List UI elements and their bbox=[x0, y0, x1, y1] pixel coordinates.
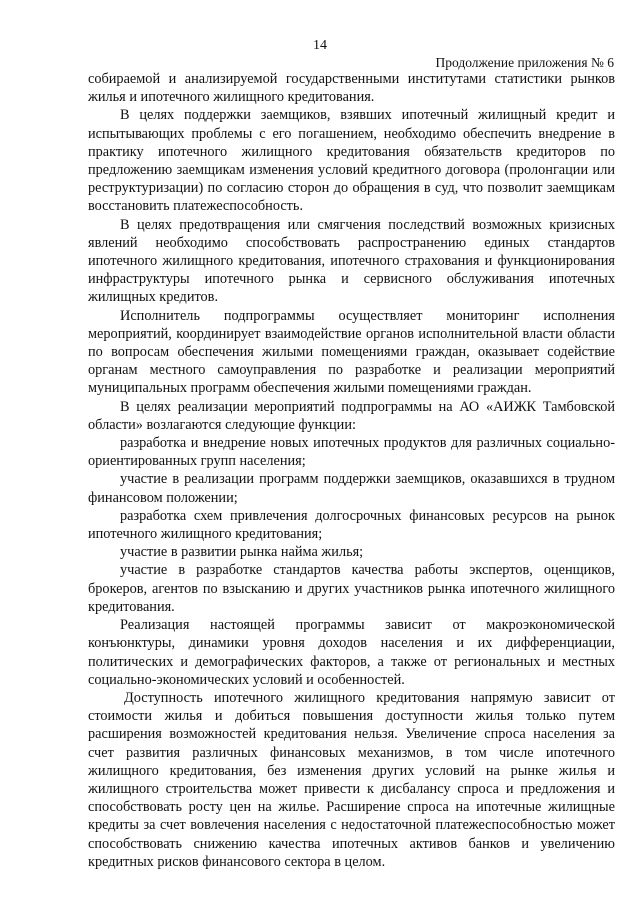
paragraph: В целях предотвращения или смягчения последствий возможных кризисных явлений необходимо способствовать распространению единых стандартов ипотечного жилищного кредитования, ипотечного страхования и функционирования инфраструктуры ипотечного рынка и сервисного обслуживания ипотечных жилищных кредитов. bbox=[88, 216, 615, 306]
paragraph: В целях поддержки заемщиков, взявших ипотечный жилищный кредит и испытывающих проблемы с его погашением, необходимо обеспечить внедрение в практику ипотечного жилищного кредитования обязательств кредиторов по предложению заемщикам изменения условий кредитного договора (пролонгации или реструктуризации) по согласию сторон до обращения в суд, что позволит заемщикам восстановить платежеспособность. bbox=[88, 107, 615, 215]
body-text bbox=[88, 70, 615, 871]
paragraph: собираемой и анализируемой государственными институтами статистики рынков жилья и ипотечного жилищного кредитования. bbox=[88, 71, 615, 106]
paragraph: В целях реализации мероприятий подпрограммы на АО «АИЖК Тамбовской области» возлагаются следующие функции: bbox=[88, 398, 615, 433]
appendix-continuation-note: Продолжение приложения № 6 bbox=[435, 55, 614, 70]
list-item: участие в разработке стандартов качества работы экспертов, оценщиков, брокеров, агентов по взысканию и других участников рынка ипотечного жилищного кредитования. bbox=[88, 562, 615, 615]
paragraph: Реализация настоящей программы зависит от макроэкономической конъюнктуры, динамики уровня доходов населения и их дифференциации, политических и демографических факторов, а также от региональных и местных социально-экономических условий и особенностей. bbox=[88, 617, 615, 688]
list-item: разработка схем привлечения долгосрочных финансовых ресурсов на рынок ипотечного жилищного кредитования; bbox=[88, 507, 615, 543]
paragraph: Исполнитель подпрограммы осуществляет мониторинг исполнения мероприятий, координирует взаимодействие органов исполнительной власти области по вопросам обеспечения жилыми помещениями граждан, оказывает содействие органам местного самоуправления по разработке и реализации мероприятий муниципальных программ обеспечения жилыми помещениями граждан. bbox=[88, 307, 615, 397]
list-item: участие в развитии рынка найма жилья; bbox=[120, 544, 364, 561]
list-item: участие в реализации программ поддержки заемщиков, оказавшихся в трудном финансовом положении; bbox=[88, 471, 615, 506]
paragraph: Доступность ипотечного жилищного кредитования напрямую зависит от стоимости жилья и добиться повышения доступности жилья только путем расширения возможностей кредитования нельзя. Увеличение спроса населения за счет развития различных финансовых механизмов, в том числе ипотечного жилищного кредитования, без изменения других условий на рынке жилья и жилищного строительства может привести к дисбалансу спроса и предложения и способствовать росту цен на жилье. Расширение спроса на ипотечные жилищные кредиты за счет вовлечения населения с недостаточной платежеспособностью может способствовать снижению качества ипотечных активов банков и увеличению кредитных рисков финансового сектора в целом. bbox=[88, 689, 615, 870]
page-number: 14 bbox=[313, 38, 327, 53]
list-item: разработка и внедрение новых ипотечных продуктов для различных социально-ориентированных групп населения; bbox=[88, 435, 615, 470]
